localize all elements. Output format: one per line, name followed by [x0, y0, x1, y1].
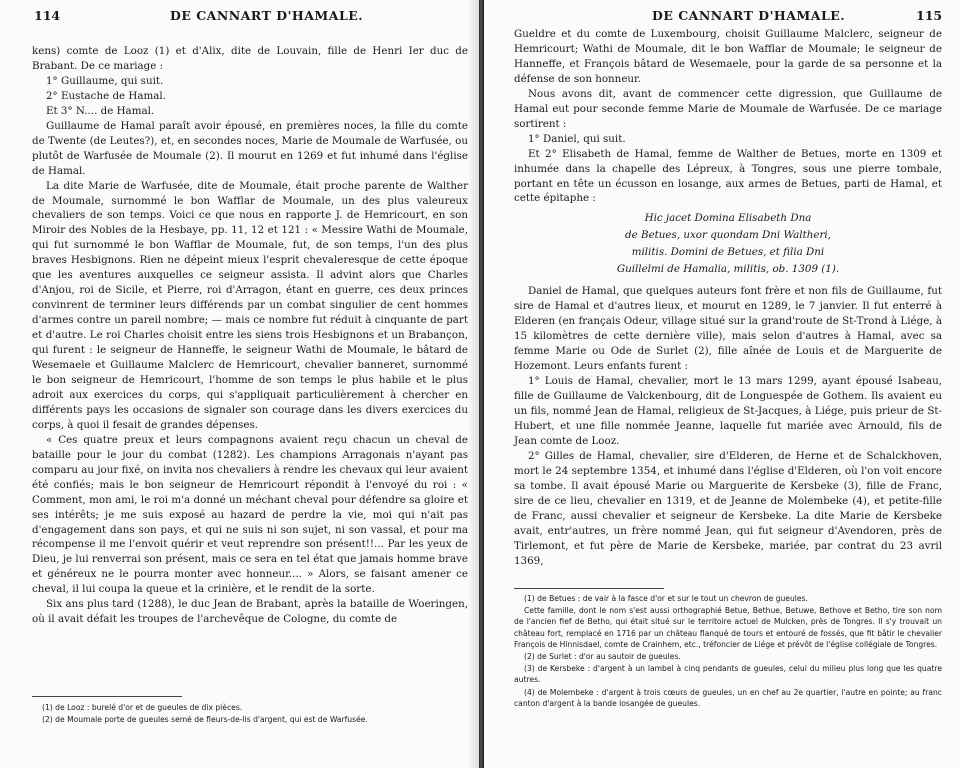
running-head: DE CANNART D'HAMALE.: [652, 8, 846, 23]
list-item: 1° Guillaume, qui suit.: [46, 74, 164, 87]
list-item: 1° Daniel, qui suit.: [528, 132, 626, 145]
right-page: [484, 0, 961, 768]
footnote: (1) de Looz : burelé d'or et de gueules de dix pièces.: [42, 703, 243, 712]
footnotes: [32, 702, 468, 726]
list-item: 2° Eustache de Hamal.: [46, 89, 166, 102]
paragraph: kens) comte de Looz (1) et d'Alix, dite de Louvain, fille de Henri Ier duc de Brabant. De ce mariage :: [32, 45, 468, 72]
footnote-divider: [514, 588, 664, 589]
paragraph: Daniel de Hamal, que quelques auteurs font frère et non fils de Guillaume, fut sire de Hamal et d'autres lieux, et mourut en 1289, le 7 janvier. Il fut enterré à Elderen (en français Odeur, village situé sur la grand'route de St-Trond à Liége, à 15 kilomètres de cette dernière ville), mais selon d'autres à Hamal, avec sa femme Marie ou Ode de Surlet (2), fille aînée de Louis et de Marguerite de Hozemont. Leurs enfants furent :: [514, 285, 942, 373]
epitaph-line: Guillelmi de Hamalia, militis, ob. 1309 (1).: [616, 263, 840, 276]
running-head: DE CANNART D'HAMALE.: [170, 8, 364, 23]
body-text: [514, 27, 942, 569]
footnote: (3) de Kersbeke : d'argent à un lambel à cinq pendants de gueules, celui du milieu plus long que les quatre autres.: [514, 664, 942, 685]
gutter-shadow: [468, 0, 479, 768]
footnote-divider: [32, 696, 182, 697]
paragraph: La dite Marie de Warfusée, dite de Moumale, était proche parente de Walther de Moumale, surnommé le bon Wafflar de Moumale, un des plus valeureux chevaliers de son temps. Voici ce que nous en rapporte J. de Hemricourt, en son Miroir des Nobles de la Hesbaye, pp. 11, 12 et 121 : « Messire Wathi de Moumale, qui fut surnommé le bon Wafflar de Moumale, fut, de son temps, l'un des plus braves Hesbignons. Rien ne dépeint mieux l'esprit chevaleresque de cette époque que les aventures auxquelles ce seigneur assista. Il advint alors que Charles d'Anjou, roi de Sicile, et Pierre, roi d'Arragon, étant en guerre, ces deux princes convinrent de terminer leurs différends par un combat singulier de cent hommes d'armes contre un pareil nombre; — mais ce nombre fut réduit à cinquante de part et d'autre. Le roi Charles choisit entre les siens trois Hesbignons et un Brabançon, qui furent : le seigneur de Hanneffe, le seigneur Wathi de Moumale, le bâtard de Wesemaele et Guillaume Malclerc de Hemricourt, chevalier banneret, surnommé le bon seigneur de Hemricourt, l'homme de son temps le plus habile et le plus adroit aux exercices du corps, qui s'appliquait particulièrement à chercher en différents pays les occasions de signaler son courage dans les divers exercices du corps, à quoi il fesait de grandes dépenses.: [32, 179, 468, 431]
page-number: 114: [34, 8, 61, 23]
paragraph: Six ans plus tard (1288), le duc Jean de Brabant, après la bataille de Woeringen, où il avait défait les troupes de l'archevêque de Cologne, du comte de: [32, 598, 468, 626]
footnotes: [514, 593, 942, 710]
footnote: (1) de Betues : de vair à la fasce d'or et sur le tout un chevron de gueules.: [524, 594, 808, 603]
paragraph: Nous avons dit, avant de commencer cette digression, que Guillaume de Hamal eut pour seconde femme Marie de Moumale de Warfusée. De ce mariage sortirent :: [514, 87, 942, 130]
footnote: (2) de Surlet : d'or au sautoir de gueules.: [524, 652, 681, 662]
epitaph-line: de Betues, uxor quondam Dni Waltheri,: [625, 229, 831, 242]
paragraph: Et 2° Elisabeth de Hamal, femme de Walther de Betues, morte en 1309 et inhumée dans la chapelle des Lépreux, à Tongres, sous une pierre tombale, portant en tête un écusson en losange, aux armes de Betues, parti de Hamal, et cette épitaphe :: [514, 147, 942, 205]
footnote: (4) de Molembeke : d'argent à trois cœurs de gueules, un en chef au 2e quartier, l'autre en pointe; au franc canton d'argent à la bande losangée de gueules.: [514, 687, 942, 708]
epitaph: [514, 210, 942, 278]
epitaph-line: militis. Domini de Betues, et filia Dni: [631, 246, 825, 259]
footnote: (2) de Moumale porte de gueules semé de fleurs-de-lis d'argent, qui est de Warfusée.: [42, 715, 368, 725]
left-page: [0, 0, 480, 768]
footnote: Cette famille, dont le nom s'est aussi orthographié Betue, Bethue, Betuwe, Bethove et Betho, tire son nom de l'ancien fief de Betho, qui était situé sur le territoire actuel de Mulcken, près de Tongres. Il s'y trouvait un château fort, remplacé en 1716 par un château flanqué de tours et entouré de fossés, que fit bâtir le chevalier François de Hinnisdael, comte de Crainhem, etc., tréfoncier de Liége et prévôt de l'église collégiale de Tongres.: [514, 606, 942, 649]
page-number: 115: [916, 8, 943, 23]
paragraph: Guillaume de Hamal paraît avoir épousé, en premières noces, la fille du comte de Twente (de Leutes?), et, en secondes noces, Marie de Moumale de Warfusée, ou plutôt de Warfusée de Moumale (2). Il mourut en 1269 et fut inhumé dans l'église de Hamal.: [32, 119, 468, 177]
paragraph: 2° Gilles de Hamal, chevalier, sire d'Elderen, de Herne et de Schalckhoven, mort le 24 septembre 1354, et inhumé dans l'église d'Elderen, où l'on voit encore sa tombe. Il avait épousé Marie ou Marguerite de Kersbeke (3), fille de Franc, sire de ce lieu, chevalier en 1319, et de Jeanne de Molembeke (4), et petite-fille de Franc, aussi chevalier et seigneur de Kersbeke. La dite Marie de Kersbeke avait, entr'autres, un frère nommé Jean, qui fut seigneur d'Avendoren, près de Tirlemont, et fut père de Marie de Kersbeke, mariée, par contrat du 23 avril 1369,: [514, 449, 942, 567]
body-text: [32, 44, 468, 627]
list-item: Et 3° N.... de Hamal.: [46, 104, 155, 117]
paragraph: « Ces quatre preux et leurs compagnons avaient reçu chacun un cheval de bataille pour le jour du combat (1282). Les champions Arragonais n'ayant pas comparu au jour fixé, on invita nos chevaliers à rendre les chevaux qui leur avaient été confiés; mais le bon seigneur de Hemricourt répondit à l'envoyé du roi : « Comment, mon ami, le roi m'a donné un méchant cheval pour défendre sa gloire et ses intérêts; je me suis exposé au hazard de perdre la vie, moi qui n'ait pas d'engagement dans son pays, et qui ne suis ni son sujet, ni son vassal, et pour ma récompense il me l'envoit quérir et veut reprendre son présent!!... Par les yeux de Dieu, je lui renverrai son présent, mais ce sera en tel état que jamais homme brave et généreux ne le pourra monter avec honneur.... » Alors, se faisant amener ce cheval, il lui coupa la queue et la crinière, et le rendit de la sorte.: [32, 433, 468, 596]
paragraph: 1° Louis de Hamal, chevalier, mort le 13 mars 1299, ayant épousé Isabeau, fille de Guillaume de Valckenbourg, dit de Longuespée de Gothem. Ils avaient eu un fils, nommé Jean de Hamal, religieux de St-Jacques, à Liége, puis prieur de St-Hubert, et une fille nommée Jeanne, laquelle fut mariée avec Arnould, fils de Jean comte de Looz.: [514, 375, 942, 447]
paragraph: Gueldre et du comte de Luxembourg, choisit Guillaume Malclerc, seigneur de Hemricourt; Wathi de Moumale, dit le bon Wafflar de Moumale; le seigneur de Hanneffe, et François bâtard de Wesemaele, pour la garde de sa personne et la défense de son honneur.: [514, 28, 942, 85]
epitaph-line: Hic jacet Domina Elisabeth Dna: [644, 212, 812, 225]
